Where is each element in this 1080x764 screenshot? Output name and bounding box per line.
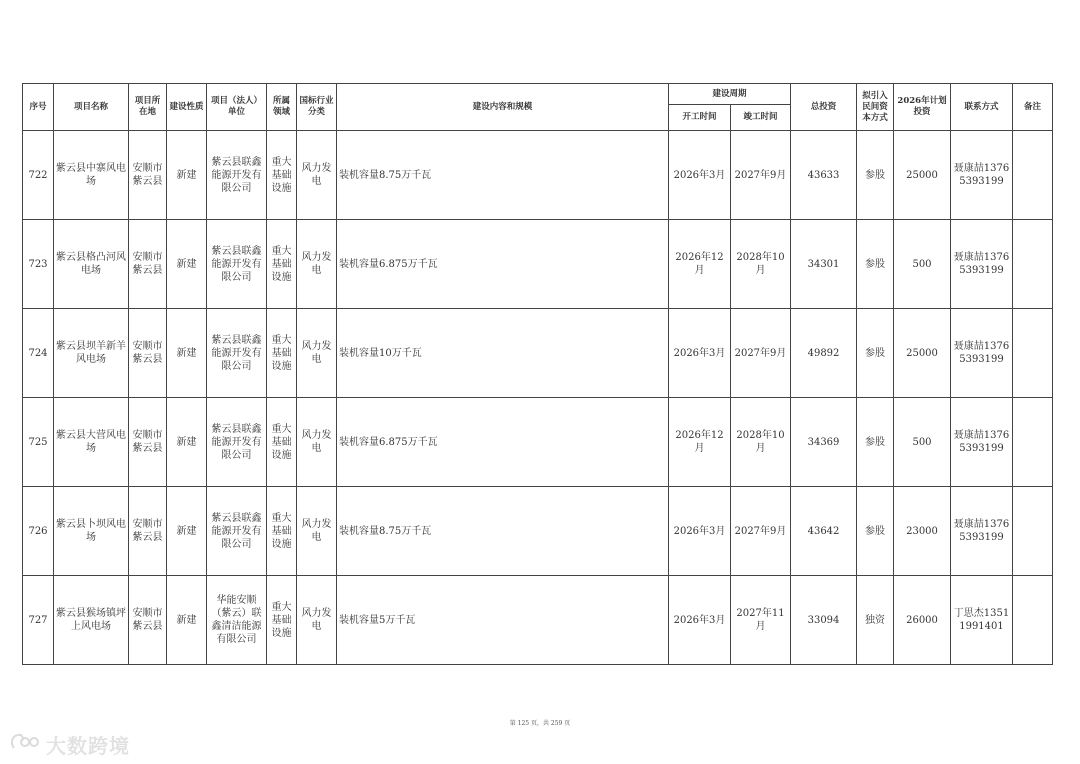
header-seq: 序号 <box>23 84 54 131</box>
cell-industry: 风力发电 <box>297 131 337 220</box>
cell-content: 装机容量10万千瓦 <box>337 309 669 398</box>
header-field: 所属领域 <box>267 84 297 131</box>
cell-industry: 风力发电 <box>297 487 337 576</box>
cell-field: 重大基础设施 <box>267 398 297 487</box>
cell-plan-2026: 25000 <box>894 131 951 220</box>
cell-seq: 723 <box>23 220 54 309</box>
cell-end: 2028年10月 <box>731 220 791 309</box>
cell-remark <box>1013 487 1053 576</box>
cell-end: 2027年11月 <box>731 576 791 665</box>
header-industry: 国标行业分类 <box>297 84 337 131</box>
cell-owner: 紫云县联鑫能源开发有限公司 <box>207 220 267 309</box>
cell-content: 装机容量6.875万千瓦 <box>337 398 669 487</box>
cell-remark <box>1013 131 1053 220</box>
table-row <box>23 487 1053 576</box>
header-name: 项目名称 <box>54 84 129 131</box>
header-period: 建设周期 <box>669 84 791 105</box>
cell-field: 重大基础设施 <box>267 220 297 309</box>
cell-investment: 34301 <box>791 220 857 309</box>
cell-private-capital: 参股 <box>857 309 894 398</box>
cell-content: 装机容量6.875万千瓦 <box>337 220 669 309</box>
cell-private-capital: 独资 <box>857 576 894 665</box>
watermark <box>8 729 130 759</box>
cell-field: 重大基础设施 <box>267 309 297 398</box>
header-owner: 项目（法人）单位 <box>207 84 267 131</box>
cell-contact: 丁思杰13511991401 <box>951 576 1013 665</box>
header-end: 竣工时间 <box>731 105 791 131</box>
cell-contact: 聂康喆13765393199 <box>951 220 1013 309</box>
header-location: 项目所在地 <box>129 84 167 131</box>
cell-content: 装机容量5万千瓦 <box>337 576 669 665</box>
cell-name: 紫云县格凸河风电场 <box>54 220 129 309</box>
cell-contact: 聂康喆13765393199 <box>951 309 1013 398</box>
cell-private-capital: 参股 <box>857 131 894 220</box>
cell-location: 安顺市紫云县 <box>129 309 167 398</box>
table-row <box>23 398 1053 487</box>
cell-start: 2026年3月 <box>669 576 731 665</box>
cell-start: 2026年12月 <box>669 398 731 487</box>
cell-contact: 聂康喆13765393199 <box>951 487 1013 576</box>
page-footer: 第 125 页，共 259 页 <box>509 720 571 727</box>
cell-nature: 新建 <box>167 398 207 487</box>
cell-field: 重大基础设施 <box>267 576 297 665</box>
cell-start: 2026年3月 <box>669 131 731 220</box>
cell-start: 2026年12月 <box>669 220 731 309</box>
cell-owner: 紫云县联鑫能源开发有限公司 <box>207 131 267 220</box>
cell-plan-2026: 26000 <box>894 576 951 665</box>
cell-nature: 新建 <box>167 309 207 398</box>
table-row <box>23 576 1053 665</box>
cell-nature: 新建 <box>167 487 207 576</box>
cell-investment: 43642 <box>791 487 857 576</box>
cell-nature: 新建 <box>167 576 207 665</box>
header-investment: 总投资 <box>791 84 857 131</box>
cell-end: 2027年9月 <box>731 309 791 398</box>
cell-remark <box>1013 220 1053 309</box>
header-nature: 建设性质 <box>167 84 207 131</box>
cell-field: 重大基础设施 <box>267 131 297 220</box>
cell-name: 紫云县卜坝风电场 <box>54 487 129 576</box>
cell-investment: 43633 <box>791 131 857 220</box>
cell-name: 紫云县猴场镇坪上风电场 <box>54 576 129 665</box>
cell-plan-2026: 500 <box>894 398 951 487</box>
cell-remark <box>1013 309 1053 398</box>
cell-content: 装机容量8.75万千瓦 <box>337 487 669 576</box>
cell-industry: 风力发电 <box>297 309 337 398</box>
cell-start: 2026年3月 <box>669 309 731 398</box>
cell-contact: 聂康喆13765393199 <box>951 131 1013 220</box>
cell-location: 安顺市紫云县 <box>129 220 167 309</box>
header-plan-2026: 2026年计划投资 <box>894 84 951 131</box>
header-content: 建设内容和规模 <box>337 84 669 131</box>
cell-industry: 风力发电 <box>297 398 337 487</box>
cell-plan-2026: 25000 <box>894 309 951 398</box>
cell-location: 安顺市紫云县 <box>129 576 167 665</box>
cell-content: 装机容量8.75万千瓦 <box>337 131 669 220</box>
header-private-capital: 拟引入民间资本方式 <box>857 84 894 131</box>
cell-name: 紫云县坝羊新羊风电场 <box>54 309 129 398</box>
header-start: 开工时间 <box>669 105 731 131</box>
cell-investment: 33094 <box>791 576 857 665</box>
cell-location: 安顺市紫云县 <box>129 487 167 576</box>
watermark-text: 大数跨境 <box>46 733 130 758</box>
cell-owner: 紫云县联鑫能源开发有限公司 <box>207 398 267 487</box>
cell-nature: 新建 <box>167 220 207 309</box>
cell-start: 2026年3月 <box>669 487 731 576</box>
cell-nature: 新建 <box>167 131 207 220</box>
cell-industry: 风力发电 <box>297 576 337 665</box>
cell-investment: 49892 <box>791 309 857 398</box>
cell-seq: 724 <box>23 309 54 398</box>
project-table <box>22 83 1053 665</box>
cell-private-capital: 参股 <box>857 487 894 576</box>
cell-location: 安顺市紫云县 <box>129 131 167 220</box>
cell-seq: 722 <box>23 131 54 220</box>
table-header <box>23 84 1053 131</box>
cell-private-capital: 参股 <box>857 220 894 309</box>
cell-name: 紫云县中寨风电场 <box>54 131 129 220</box>
cell-field: 重大基础设施 <box>267 487 297 576</box>
cell-investment: 34369 <box>791 398 857 487</box>
cell-end: 2027年9月 <box>731 487 791 576</box>
cell-remark <box>1013 576 1053 665</box>
cell-plan-2026: 23000 <box>894 487 951 576</box>
cell-contact: 聂康喆13765393199 <box>951 398 1013 487</box>
cell-seq: 725 <box>23 398 54 487</box>
cell-owner: 紫云县联鑫能源开发有限公司 <box>207 487 267 576</box>
table-row <box>23 131 1053 220</box>
table-body <box>23 131 1053 665</box>
cell-owner: 紫云县联鑫能源开发有限公司 <box>207 309 267 398</box>
cell-name: 紫云县大营风电场 <box>54 398 129 487</box>
header-contact: 联系方式 <box>951 84 1013 131</box>
cell-end: 2027年9月 <box>731 131 791 220</box>
cell-end: 2028年10月 <box>731 398 791 487</box>
cell-plan-2026: 500 <box>894 220 951 309</box>
cell-location: 安顺市紫云县 <box>129 398 167 487</box>
table-row <box>23 309 1053 398</box>
cell-remark <box>1013 398 1053 487</box>
brand-logo-icon <box>8 731 42 757</box>
cell-private-capital: 参股 <box>857 398 894 487</box>
cell-seq: 727 <box>23 576 54 665</box>
cell-industry: 风力发电 <box>297 220 337 309</box>
cell-owner: 华能安顺（紫云）联鑫清洁能源有限公司 <box>207 576 267 665</box>
cell-seq: 726 <box>23 487 54 576</box>
header-remark: 备注 <box>1013 84 1053 131</box>
table-row <box>23 220 1053 309</box>
